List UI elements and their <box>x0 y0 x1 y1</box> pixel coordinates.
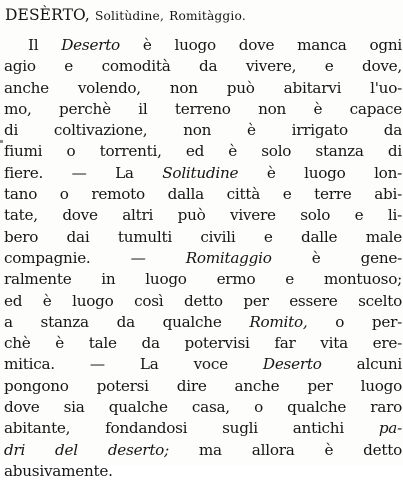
text-segment: a stanza da qualche <box>4 312 250 331</box>
text-line <box>4 440 402 461</box>
italic-term: Deserto <box>61 36 120 54</box>
text-line <box>4 333 402 354</box>
text-line <box>4 418 402 439</box>
italic-term: Romito, <box>249 312 308 331</box>
text-line <box>4 291 402 312</box>
text-segment: dove sia qualche casa, o qualche raro <box>4 398 402 417</box>
text-line <box>4 99 402 120</box>
heading-term-solitudine: Solitùdine, <box>94 9 165 23</box>
text-line <box>4 163 402 184</box>
text-line <box>4 248 402 269</box>
text-segment: tate, dove altri può vivere solo e li- <box>4 206 402 225</box>
text-line <box>4 56 402 77</box>
text-segment: pongono potersi dire anche per luogo <box>4 376 402 395</box>
text-segment: o per- <box>307 312 402 331</box>
italic-term: Deserto <box>262 355 322 374</box>
text-segment: ralmente in luogo ermo e montuoso; <box>4 270 402 289</box>
text-line <box>4 354 402 375</box>
text-segment: compagnie. — <box>4 248 186 267</box>
margin-speck <box>0 140 3 143</box>
text-line <box>4 205 402 226</box>
text-segment: alcuni <box>321 355 403 374</box>
text-line <box>4 269 402 290</box>
text-segment: fiere. — La <box>4 163 163 182</box>
text-line <box>4 120 402 141</box>
text-segment: ma allora è detto <box>168 440 402 459</box>
text-segment: mo, perchè il terreno non è capace <box>4 99 402 118</box>
text-segment: fiumi o torrenti, ed è solo stanza di <box>4 142 402 161</box>
italic-term: Romitaggio <box>185 248 272 267</box>
heading-term-deserto: DESÈRTO, <box>5 6 90 24</box>
italic-term: pa- <box>378 419 402 438</box>
text-segment: abusivamente. <box>4 461 113 480</box>
text-segment: tano o remoto dalla città e terre abi- <box>4 185 402 204</box>
text-line <box>4 184 402 205</box>
heading-term-romitaggio: Romitàggio. <box>169 9 246 23</box>
text-line <box>4 35 402 56</box>
text-segment: è gene- <box>271 248 402 267</box>
text-line <box>4 78 402 99</box>
text-line <box>4 227 402 248</box>
italic-term: dri del deserto; <box>4 440 169 459</box>
entry-body <box>4 35 402 482</box>
text-segment: mitica. — La voce <box>4 355 263 374</box>
text-segment: agio e comodità da vivere, e dove, <box>4 57 402 76</box>
entry-heading <box>5 5 246 26</box>
text-line <box>4 376 402 397</box>
text-segment: abitante, fondandosi sugli antichi <box>4 419 379 438</box>
text-segment: anche volendo, non può abitarvi l'uo- <box>4 78 402 97</box>
text-segment: ed è luogo così detto per essere scelto <box>4 291 402 310</box>
text-line <box>4 397 402 418</box>
italic-term: Solitudine <box>162 163 239 182</box>
text-line <box>4 461 402 482</box>
text-segment: è luogo dove manca ogni <box>119 36 403 54</box>
text-segment: Il <box>28 36 62 54</box>
text-line <box>4 312 402 333</box>
text-segment: bero dai tumulti civili e dalle male <box>4 227 402 246</box>
text-line <box>4 141 402 162</box>
text-segment: chè è tale da potervisi far vita ere- <box>4 334 402 353</box>
text-segment: è luogo lon- <box>238 163 402 182</box>
text-segment: di coltivazione, non è irrigato da <box>4 121 402 140</box>
